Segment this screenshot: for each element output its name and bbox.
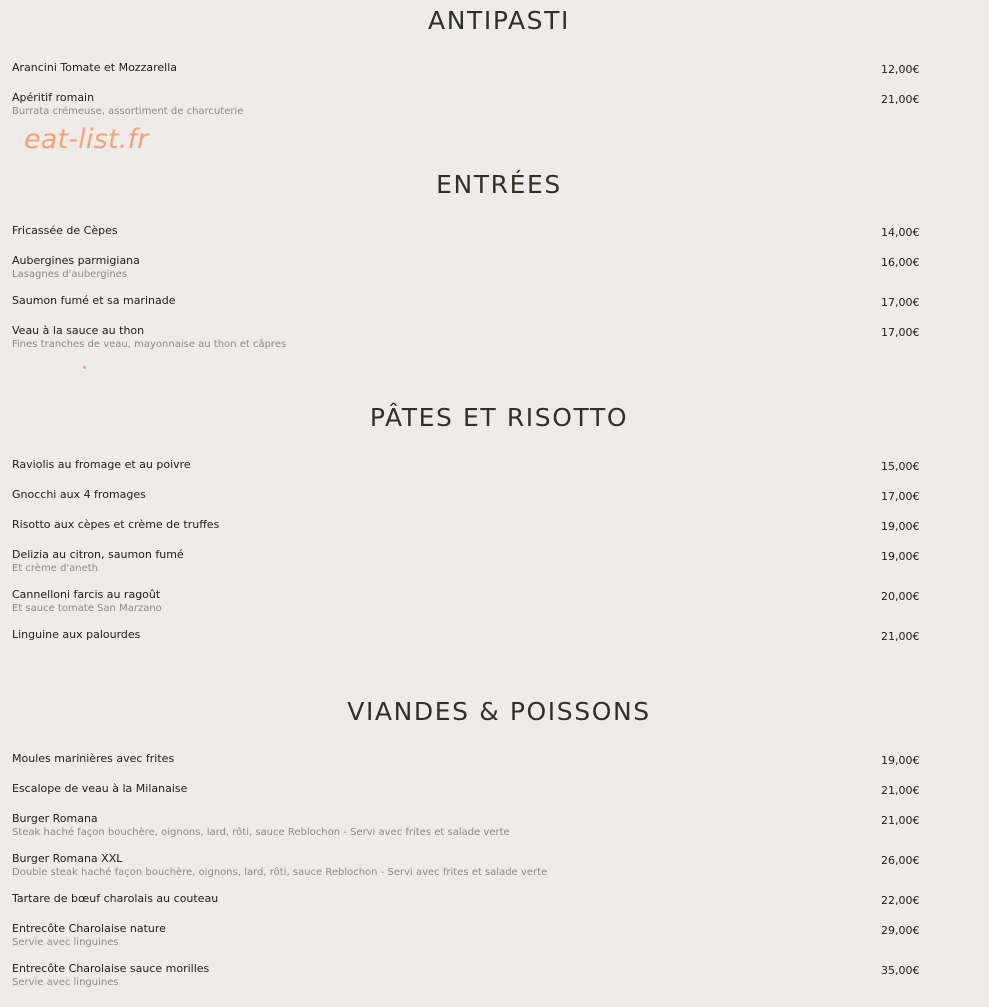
- item-name: Gnocchi aux 4 fromages: [12, 488, 146, 501]
- item-name: Veau à la sauce au thon: [12, 324, 145, 337]
- item-name: Aubergines parmigiana: [12, 254, 140, 267]
- item-description: Servie avec linguines: [12, 937, 119, 948]
- item-price: 35,00€: [881, 964, 920, 977]
- item-price: 19,00€: [881, 754, 920, 767]
- section-title-entrees: ENTRÉES: [436, 170, 562, 199]
- item-price: 17,00€: [881, 296, 920, 309]
- item-price: 12,00€: [881, 63, 920, 76]
- section-title-antipasti: ANTIPASTI: [428, 6, 570, 35]
- item-description: Lasagnes d'aubergines: [12, 269, 128, 280]
- item-name: Entrecôte Charolaise sauce morilles: [12, 962, 210, 975]
- item-name: Linguine aux palourdes: [12, 628, 141, 641]
- item-name: Burger Romana XXL: [12, 852, 123, 865]
- item-price: 17,00€: [881, 326, 920, 339]
- section-title-viandes-poissons: VIANDES & POISSONS: [347, 697, 651, 726]
- item-price: 26,00€: [881, 854, 920, 867]
- item-price: 14,00€: [881, 226, 920, 239]
- item-name: Delizia au citron, saumon fumé: [12, 548, 184, 561]
- watermark-logo: eat-list.fr: [24, 124, 149, 155]
- item-description: Fines tranches de veau, mayonnaise au thon et câpres: [12, 339, 287, 350]
- section-title-pates-risotto: PÂTES ET RISOTTO: [369, 403, 629, 432]
- item-price: 19,00€: [881, 520, 920, 533]
- item-price: 16,00€: [881, 256, 920, 269]
- item-price: 21,00€: [881, 93, 920, 106]
- item-price: 17,00€: [881, 490, 920, 503]
- item-name: Apéritif romain: [12, 91, 95, 104]
- item-name: Escalope de veau à la Milanaise: [12, 782, 188, 795]
- item-price: 21,00€: [881, 630, 920, 643]
- item-description: Et crème d'aneth: [12, 563, 99, 574]
- item-name: Burger Romana: [12, 812, 98, 825]
- item-name: Cannelloni farcis au ragoût: [12, 588, 161, 601]
- item-description: Servie avec linguines: [12, 977, 119, 988]
- item-name: Entrecôte Charolaise nature: [12, 922, 166, 935]
- item-name: Risotto aux cèpes et crème de truffes: [12, 518, 220, 531]
- item-name: Tartare de bœuf charolais au couteau: [12, 892, 219, 905]
- item-price: 22,00€: [881, 894, 920, 907]
- item-description: Steak haché façon bouchère, oignons, lard, rôti, sauce Reblochon - Servi avec frites et salade verte: [12, 827, 510, 838]
- item-price: 29,00€: [881, 924, 920, 937]
- decorative-dot: [83, 366, 86, 369]
- item-price: 20,00€: [881, 590, 920, 603]
- item-name: Arancini Tomate et Mozzarella: [12, 61, 177, 74]
- item-price: 19,00€: [881, 550, 920, 563]
- item-price: 21,00€: [881, 784, 920, 797]
- item-name: Raviolis au fromage et au poivre: [12, 458, 191, 471]
- item-description: Et sauce tomate San Marzano: [12, 603, 162, 614]
- item-name: Moules marinières avec frites: [12, 752, 175, 765]
- item-name: Fricassée de Cèpes: [12, 224, 118, 237]
- item-price: 21,00€: [881, 814, 920, 827]
- item-price: 15,00€: [881, 460, 920, 473]
- item-description: Double steak haché façon bouchère, oignons, lard, rôti, sauce Reblochon - Servi avec frites et salade verte: [12, 867, 548, 878]
- item-name: Saumon fumé et sa marinade: [12, 294, 176, 307]
- item-description: Burrata crémeuse, assortiment de charcuterie: [12, 106, 244, 117]
